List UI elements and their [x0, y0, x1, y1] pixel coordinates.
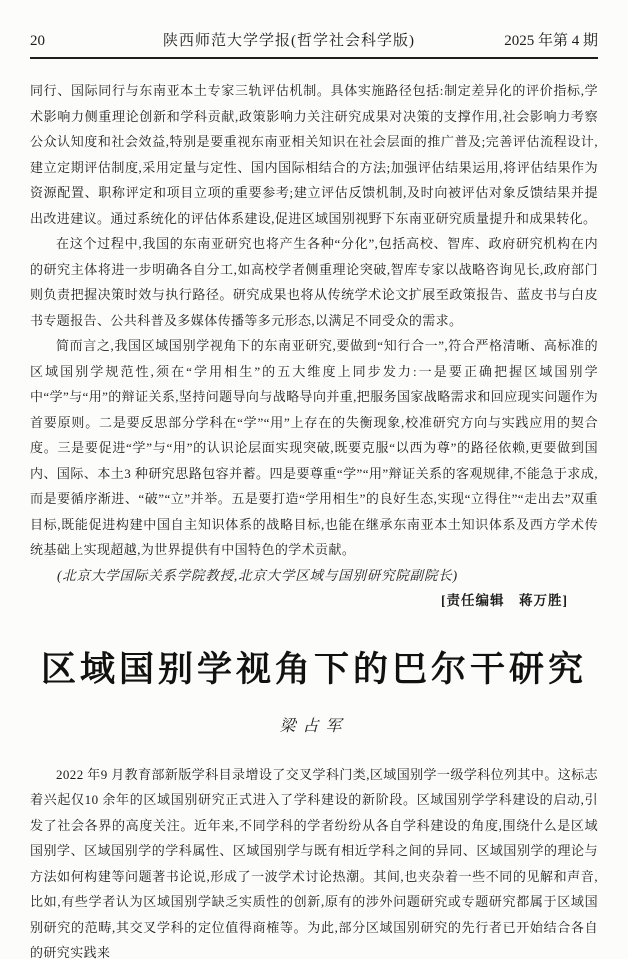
journal-title: 陕西师范大学学报(哲学社会科学版) [163, 33, 415, 49]
paragraph-continued: 同行、国际同行与东南亚本土专家三轨评估机制。具体实施路径包括:制定差异化的评价指标,学术影响力侧重理论创新和学科贡献,政策影响力关注研究成果对决策的支撑作用,社会影响力考察公众认知度和社会效益,特别是要重视东南亚相关知识在社会层面的推广普及;完善评估流程设计,建立定期评估制度,采用定量与定性、国内国际相结合的方法;加强评估结果运用,将评估结果作为资源配置、职称评定和项目立项的重要参考;建立评估反馈机制,及时向被评估对象反馈结果并提出改进建议。通过系统化的评估体系建设,促进区域国别视野下东南亚研究质量提升和成果转化。 [30, 83, 598, 226]
article-body [30, 762, 598, 959]
article-author: 梁占军 [279, 717, 349, 735]
running-head [30, 0, 598, 59]
paragraph: 在这个过程中,我国的东南亚研究也将产生各种“分化”,包括高校、智库、政府研究机构在内的研究主体将进一步明确各自分工,如高校学者侧重理论突破,智库专家以战略咨询见长,政府部门则负责把握决策时效与执行路径。研究成果也将从传统学术论文扩展至政策报告、蓝皮书与白皮书专题报告、公共科普及多媒体传播等多元形态,以满足不同受众的需求。 [30, 236, 598, 328]
author-affiliation-note: (北京大学国际关系学院教授,北京大学区域与国别研究院副院长) [57, 567, 458, 583]
next-article-start [30, 648, 598, 959]
article-title: 区域国别学视角下的巴尔干研究 [40, 649, 587, 689]
previous-article-end [30, 78, 598, 614]
responsible-editor-note: [责任编辑 蒋万胜] [441, 593, 568, 608]
page-number: 20 [30, 33, 45, 49]
paragraph: 简而言之,我国区域国别学视角下的东南亚研究,要做到“知行合一”,符合严格清晰、高标准的区域国别学规范性,须在“学用相生”的五大维度上同步发力:一是要正确把握区域国别学中“学”与“用”的辩证关系,坚持问题导向与战略导向并重,把服务国家战略需求和回应现实问题作为首要原则。二是要反思部分学科在“学”“用”上存在的失衡现象,校准研究方向与实践应用的契合度。三是要促进“学”与“用”的认识论层面实现突破,既要克服“以西为尊”的路径依赖,更要做到国内、国际、本土3 种研究思路包容并蓄。四是要尊重“学”“用”辩证关系的客观规律,不能急于求成,而是要循序渐进、“破”“立”并举。五是要打造“学用相生”的良好生态,实现“立得住”“走出去”双重目标,既能促进构建中国自主知识体系的战略目标,也能在继承东南亚本土知识体系及西方学术传统基础上实现超越,为世界提供有中国特色的学术贡献。 [30, 338, 598, 557]
issue-label: 2025 年第 4 期 [504, 33, 598, 49]
page-content [0, 59, 628, 959]
paragraph: 2022 年9 月教育部新版学科目录增设了交叉学科门类,区域国别学一级学科位列其中。这标志着兴起仅10 余年的区域国别研究正式进入了学科建设的新阶段。区域国别学学科建设的启动,引发了社会各界的高度关注。近年来,不同学科的学者纷纷从各自学科建设的角度,围绕什么是区域国别学、区域国别学的学科属性、区域国别学与既有相近学科之间的异同、区域国别学的理论与方法如何构建等问题著书论说,形成了一波学术讨论热潮。其间,也夹杂着一些不同的见解和声音,比如,有些学者认为区域国别学缺乏实质性的创新,原有的涉外问题研究或专题研究都属于区域国别研究的范畴,其交叉学科的定位值得商榷等。为此,部分区域国别研究的先行者已开始结合各自的研究实践来 [30, 766, 598, 959]
